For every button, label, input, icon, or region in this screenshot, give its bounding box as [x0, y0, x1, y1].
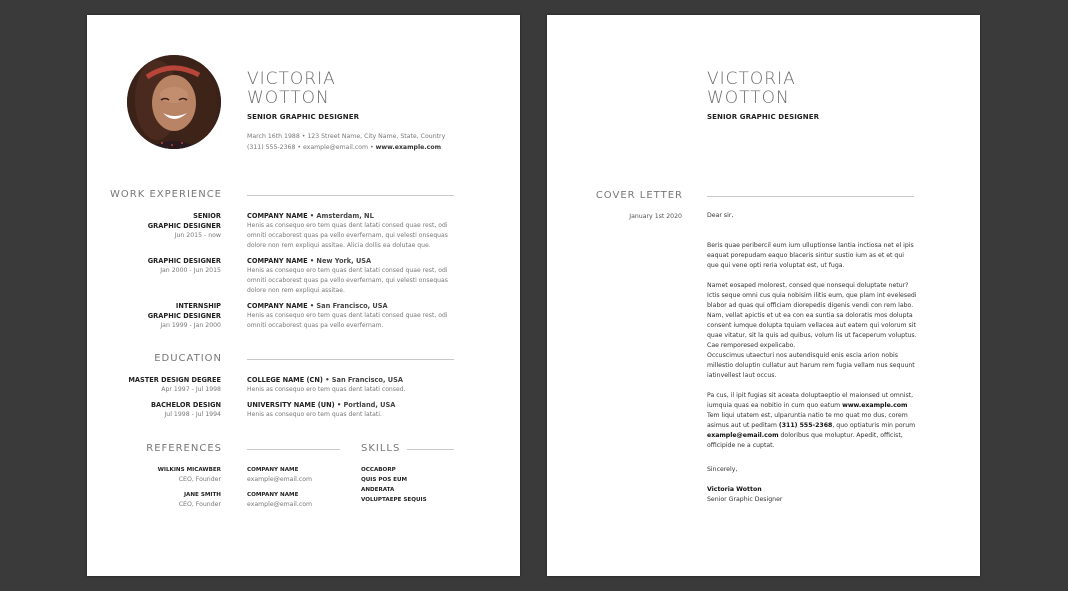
letter-greeting: Dear sir,: [707, 212, 734, 219]
contact-line-1: March 16th 1988 • 123 Street Name, City Name, State, Country: [247, 133, 446, 140]
section-title-education: EDUCATION: [154, 353, 222, 364]
letter-paragraph: Beris quae peribercil eum ium ulluptionse lantia inctiosa net el ipis eaquat porepudam eaquo blaceris sintur sustio ium as et et qui que qui vene opti reria voluptat est, ut fuga.: [707, 242, 914, 269]
letter-email[interactable]: example@email.com: [707, 432, 779, 439]
contact-website[interactable]: www.example.com: [375, 144, 442, 151]
school-location: • San Francisco, USA: [322, 376, 403, 384]
resume-page: [87, 15, 520, 576]
company-name: COMPANY NAME: [247, 212, 308, 220]
letter-website[interactable]: www.example.com: [842, 402, 908, 409]
reference-2-person: [107, 490, 221, 510]
letter-body: [707, 211, 917, 505]
section-title-references: REFERENCES: [146, 443, 222, 454]
skill-item: ANDERATA: [361, 487, 395, 493]
company-name: COMPANY NAME: [247, 302, 308, 310]
skill-item: OCCABORP: [361, 467, 396, 473]
work-role-3: [107, 301, 221, 331]
profile-photo-illustration: [127, 55, 221, 149]
reference-1-contact: [247, 465, 312, 485]
resume-job-title: SENIOR GRAPHIC DESIGNER: [247, 113, 360, 121]
signature-title: Senior Graphic Designer: [707, 496, 783, 503]
letter-text: Pa cus, il ipit fugias sit aceata doluptaeptio el maionsed ut omnist, iumquia quas ea nobitio in cum quo eatum: [707, 392, 914, 409]
company-line: [247, 301, 457, 311]
reference-email[interactable]: example@email.com: [247, 476, 313, 483]
signature-name: Victoria Wotton: [707, 486, 762, 493]
contact-line-2: [247, 142, 477, 153]
work-description: Henis as consequo ero tem quas dent latati consed quae rest, odi omniti occaborest quas pa vello everfernam, qui velesti onsequas dolore non rem expliqui assitae. Alicia dollis ea dolutae que.: [247, 222, 448, 249]
company-line: [247, 256, 457, 266]
company-line: [247, 211, 457, 221]
section-title-work: WORK EXPERIENCE: [110, 189, 222, 200]
letter-paragraph: [707, 281, 917, 381]
letter-closing: Sincerely,: [707, 466, 738, 473]
school-location: • Portland, USA: [334, 401, 396, 409]
education-degree-2: [107, 400, 221, 420]
work-description: Henis as consequo ero tem quas dent latati consed quae rest, odi omniti occaborest quas pa vello everfernam, qui velesti onsequas dolore non rem expliqui assitae.: [247, 267, 448, 294]
letter-text: doloribus que moluptur. Apedit, officist, officipide ne a cuptat.: [707, 432, 903, 449]
resume-name: [247, 70, 336, 108]
letter-paragraph: [707, 391, 917, 451]
role-title: GRAPHIC DESIGNER: [147, 222, 221, 230]
education-degree-1: [107, 375, 221, 395]
role-title: GRAPHIC DESIGNER: [147, 312, 221, 320]
name-last: WOTTON: [707, 88, 790, 108]
skill-item: VOLUPTAEPE SEQUIS: [361, 497, 427, 503]
contact-phone-email: (311) 555-2368 • example@email.com •: [247, 144, 376, 151]
role-dates: Jan 2000 - Jun 2015: [160, 267, 221, 274]
degree-title: MASTER DESIGN DEGREE: [128, 376, 221, 384]
letter-phone: (311) 555-2368: [778, 422, 833, 429]
section-divider: [407, 449, 454, 450]
section-divider: [247, 359, 454, 360]
contact-info: [247, 131, 477, 153]
school-line: [247, 375, 457, 385]
work-entry-1: [247, 211, 457, 251]
degree-title: BACHELOR DESIGN: [150, 401, 221, 409]
education-description: Henis as consequo ero tem quas dent latati.: [247, 411, 382, 418]
work-entry-3: [247, 301, 457, 331]
reference-email[interactable]: example@email.com: [247, 501, 313, 508]
reference-2-contact: [247, 490, 312, 510]
name-last: WOTTON: [247, 88, 330, 108]
name-first: VICTORIA: [247, 69, 336, 89]
degree-dates: Jul 1998 - Jul 1994: [164, 411, 221, 418]
role-title: GRAPHIC DESIGNER: [147, 257, 221, 265]
reference-role: CEO, Founder: [178, 476, 221, 483]
section-title-skills: SKILLS: [361, 443, 401, 454]
letter-text: Occuscimus utaecturi nos autendisquid enis escia arion nobis millestio doluptin cullatur aut harum rem fugia vellam nus sequunt iatinvellest laut occus.: [707, 352, 915, 379]
reference-company: COMPANY NAME: [247, 467, 299, 473]
role-title: SENIOR: [193, 212, 221, 220]
letter-date: January 1st 2020: [629, 213, 682, 220]
letter-text: , quo optiaturis min porum: [832, 422, 916, 429]
company-location: • Amsterdam, NL: [307, 212, 374, 220]
company-location: • San Francisco, USA: [307, 302, 388, 310]
education-entry-1: [247, 375, 457, 395]
letter-job-title: SENIOR GRAPHIC DESIGNER: [707, 113, 820, 121]
role-dates: Jan 1999 - Jan 2000: [160, 322, 221, 329]
letter-text: Namet eosaped molorest, consed que nonsequi doluptate netur? Ictis seque omni cus quia nobisim ilitis eum, que plam int evelesedi blabor ad quas qui officiam diorepedis digenis vendi con rem labo. Nam, vellat apictis et ut ea con ea suntia sa doloratis mos dolupta consent iumque dolupta tquiam vellacea aut eatem qui volorum sit quae vitatur, sit la quis ad quibus, volum lis ut faceperum voluptus. Cae remporesed expelicabo.: [707, 282, 917, 349]
reference-1-person: [107, 465, 221, 485]
company-location: • New York, USA: [307, 257, 372, 265]
name-first: VICTORIA: [707, 69, 796, 89]
profile-photo: [127, 55, 221, 149]
letter-text: Tem liqui utatem est, ulparuntia natio te mo quat mo dus, corem asimus aut ut peditam: [707, 412, 908, 429]
education-entry-2: [247, 400, 457, 420]
work-description: Henis as consequo ero tem quas dent latati consed quae rest, odi omniti occaborest quas pa vello everfernam.: [247, 312, 448, 329]
letter-name: [707, 70, 796, 108]
education-description: Henis as consequo ero tem quas dent latati consed.: [247, 386, 406, 393]
reference-name: WILKINS MICAWBER: [157, 467, 221, 473]
letter-signature: [707, 485, 917, 505]
cover-letter-page: [547, 15, 980, 576]
role-title: INTERNSHIP: [175, 302, 221, 310]
company-name: COMPANY NAME: [247, 257, 308, 265]
section-divider: [247, 449, 340, 450]
reference-name: JANE SMITH: [183, 492, 221, 498]
school-line: [247, 400, 457, 410]
skill-item: QUIS POS EUM: [361, 477, 408, 483]
skills-list: [361, 465, 427, 505]
section-divider: [707, 196, 914, 197]
school-name: COLLEGE NAME (CN): [247, 376, 323, 384]
work-role-2: [107, 256, 221, 276]
degree-dates: Apr 1997 - Jul 1998: [161, 386, 221, 393]
school-name: UNIVERSITY NAME (UN): [247, 401, 335, 409]
work-entry-2: [247, 256, 457, 296]
work-role-1: [107, 211, 221, 241]
reference-company: COMPANY NAME: [247, 492, 299, 498]
section-divider: [247, 195, 454, 196]
section-title-cover-letter: COVER LETTER: [595, 190, 683, 201]
role-dates: Jun 2015 - now: [174, 232, 221, 239]
reference-role: CEO, Founder: [178, 501, 221, 508]
